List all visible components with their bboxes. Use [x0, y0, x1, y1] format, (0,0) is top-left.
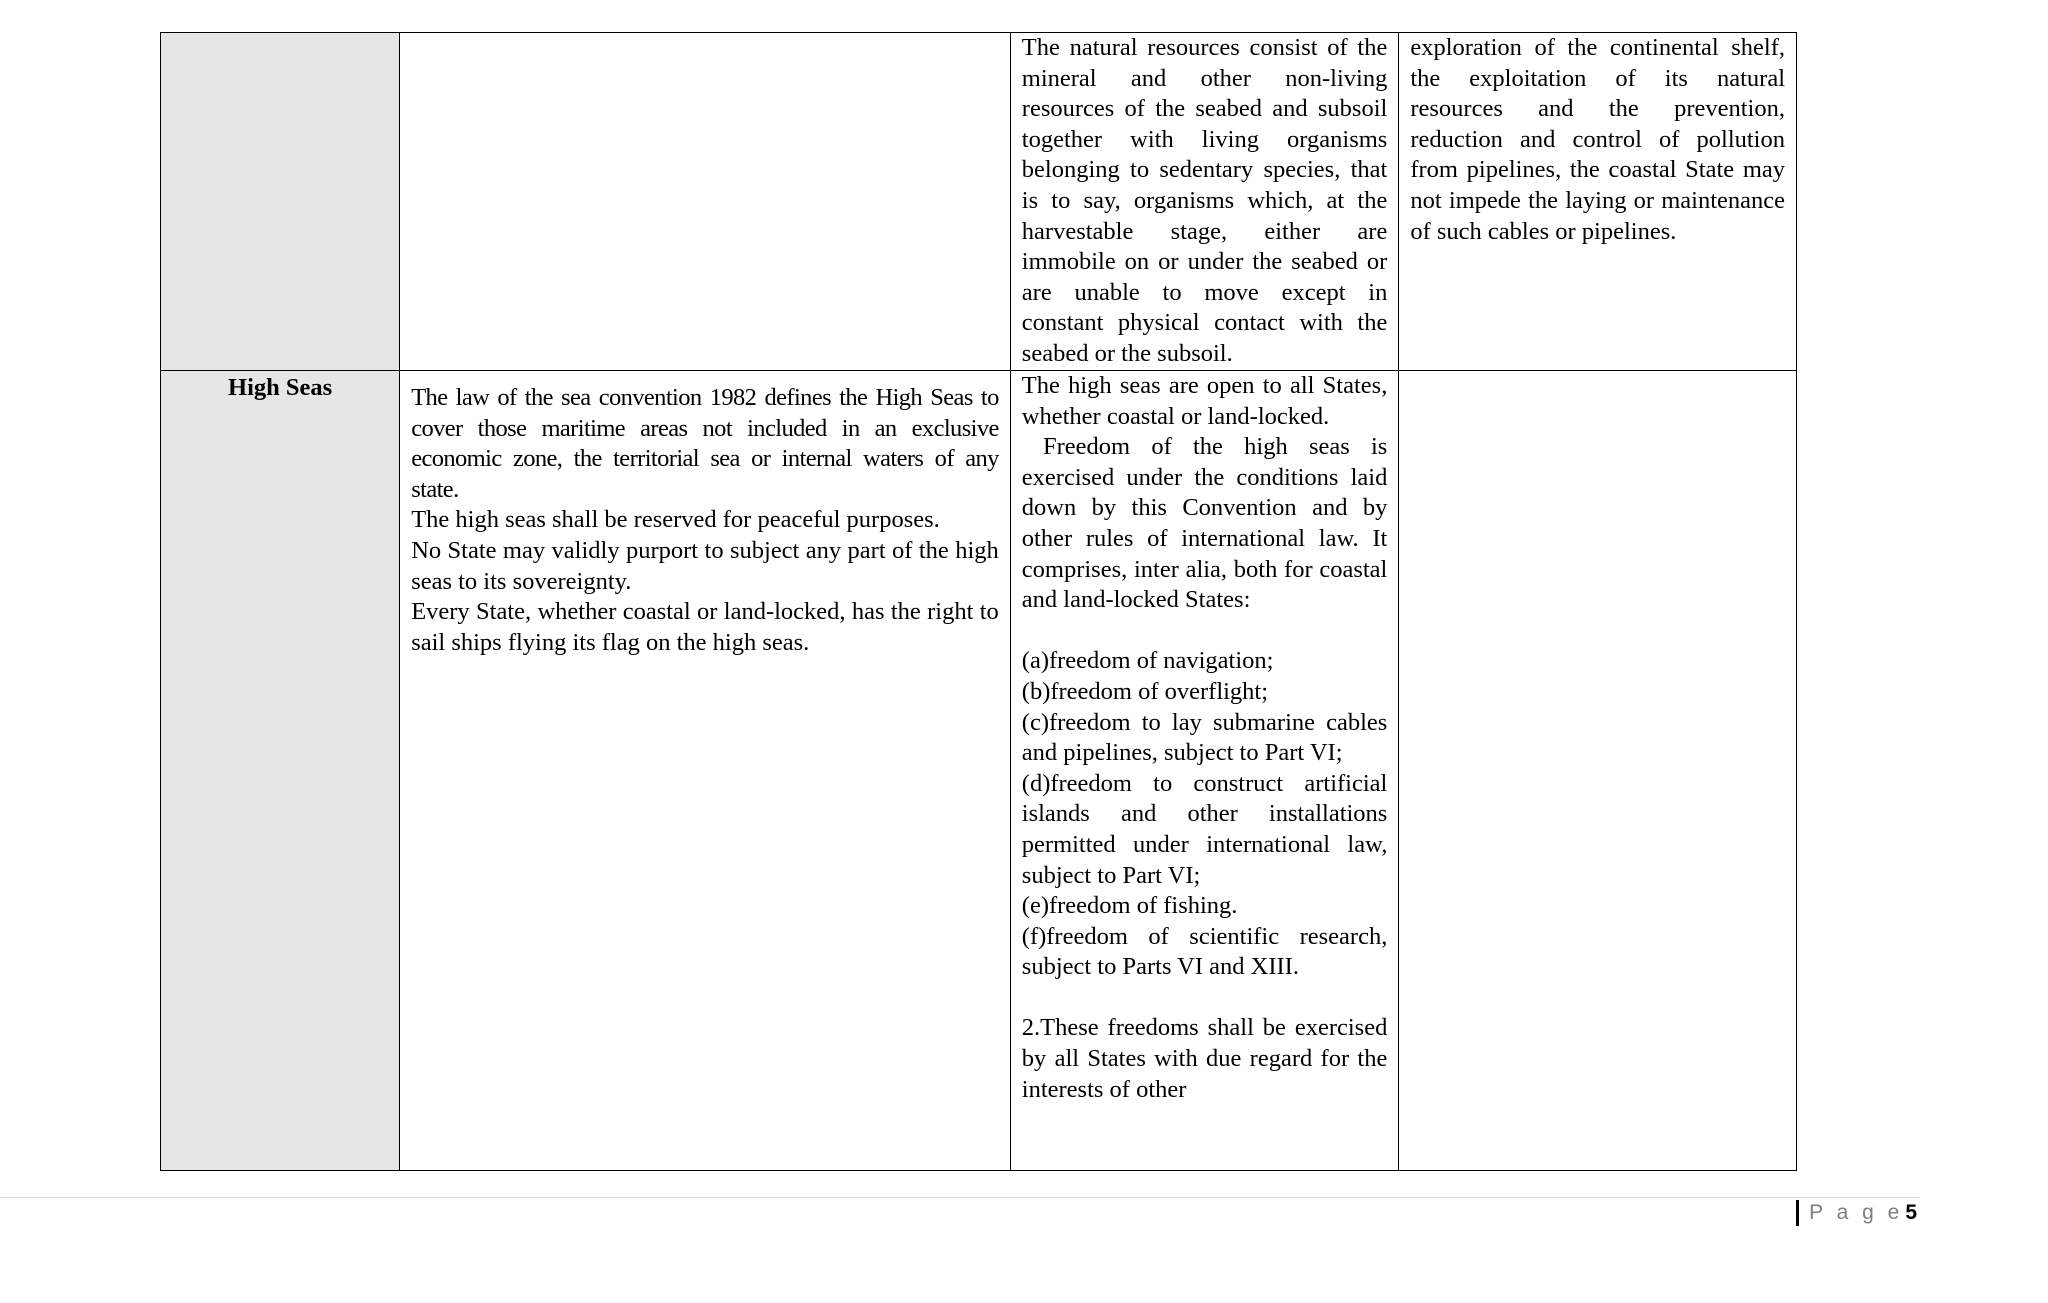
list-item: (e)freedom of fishing. — [1021, 892, 1238, 920]
zone-label-cell — [161, 371, 400, 1171]
table-row — [161, 33, 1797, 371]
page-number: 5 — [1905, 1201, 1917, 1224]
list-item: (f)freedom of scientific research, subject to Parts VI and XIII. — [1021, 922, 1388, 981]
list-item: (a)freedom of navigation; — [1021, 647, 1274, 675]
list-item: (c)freedom to lay submarine cables and pipelines, subject to Part VI; — [1021, 708, 1388, 767]
definition-paragraph: The high seas shall be reserved for peaceful purposes. — [411, 506, 940, 534]
spacer — [1022, 616, 1388, 647]
zone-label-cell — [161, 33, 400, 371]
rights-paragraph: 2.These freedoms shall be exercised by all States with due regard for the interests of other — [1021, 1014, 1394, 1103]
definition-block — [411, 383, 1005, 658]
table-row — [161, 371, 1797, 1171]
definition-paragraph: No State may validly purport to subject any part of the high seas to its sovereignty. — [411, 536, 1005, 595]
page-bar-icon — [1796, 1200, 1799, 1226]
page-label: P a g e — [1809, 1201, 1904, 1224]
rights-cell — [1010, 33, 1399, 371]
rights-paragraph: The high seas are open to all States, whether coastal or land-locked. — [1021, 372, 1394, 430]
page-footer — [1796, 1200, 1917, 1226]
zone-label: High Seas — [228, 374, 333, 401]
obligations-cell — [1399, 33, 1797, 371]
definition-cell — [400, 371, 1011, 1171]
list-item: (b)freedom of overflight; — [1021, 677, 1269, 705]
definition-cell — [400, 33, 1011, 371]
footer-divider — [0, 1197, 1920, 1198]
natural-resources-text: The natural resources consist of the mineral and other non-living resources of the seabed and subsoil together with living organisms belonging to sedentary species, that is to say, organisms which, at the harvestable stage, either are immobile on or under the seabed or are unable to move except in constant physical contact with the seabed or the subsoil. — [1021, 34, 1394, 367]
rights-paragraph: Freedom of the high seas is exercised under the conditions laid down by this Convention and by other rules of international law. It comprises, inter alia, both for coastal and land-locked States: — [1021, 433, 1394, 614]
content-table — [160, 32, 1797, 1171]
definition-paragraph: Every State, whether coastal or land-locked, has the right to sail ships flying its flag on the high seas. — [411, 598, 1005, 656]
rights-cell — [1010, 371, 1399, 1171]
definition-paragraph: The law of the sea convention 1982 defines the High Seas to cover those maritime areas not included in an exclusive economic zone, the territorial sea or internal waters of any state. — [411, 384, 1005, 503]
spacer — [1022, 983, 1388, 1014]
obligations-cell — [1399, 371, 1797, 1171]
list-item: (d)freedom to construct artificial islands and other installations permitted under international law, subject to Part VI; — [1021, 769, 1388, 889]
continental-shelf-text: exploration of the continental shelf, the exploitation of its natural resources and the prevention, reduction and control of pollution from pipelines, the coastal State may not impede the laying or maintenance of such cables or pipelines. — [1410, 34, 1792, 245]
